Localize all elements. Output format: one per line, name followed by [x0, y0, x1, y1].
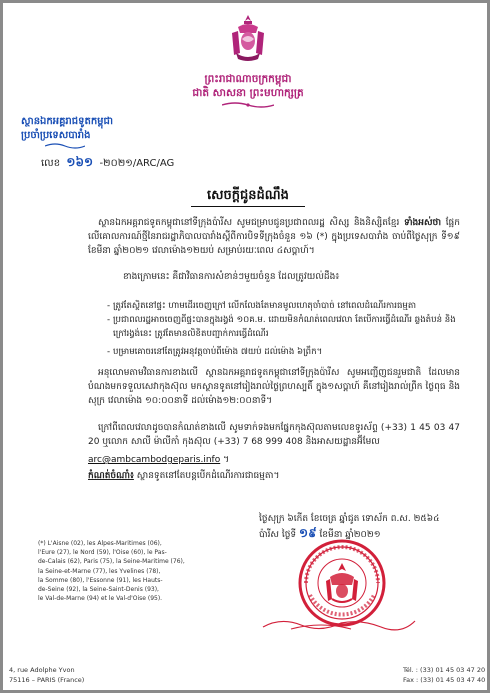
list-item: - ត្រូវតែស្ថិតនៅផ្ទះ ហាមដើរចេញក្រៅ លើកលែងតែមានមូលហេតុចាំបាច់ នៅពេលដំណើរការធម្មតា	[113, 299, 463, 313]
fax-number: Fax : (33) 01 45 03 47 40	[403, 676, 486, 684]
note	[88, 470, 279, 483]
footnote-line: la Somme (80), l'Essonne (91), les Hauts-	[38, 576, 163, 584]
embassy-country: ប្រចាំប្រទេសបារាំង	[21, 130, 91, 141]
title-underline	[191, 206, 305, 207]
embassy-name: ស្ថានឯកអគ្គរាជទូតកម្ពុជា	[21, 116, 114, 127]
footnote-line: de-Calais (62), Paris (75), la Seine-Maritime (76),	[38, 558, 185, 566]
royal-emblem-icon	[224, 13, 272, 63]
footnote-line: l'Eure (27), le Nord (59), l'Oise (60), le Pas-	[38, 549, 167, 557]
email-line	[88, 454, 229, 467]
note-text: ស្ថានទូតនៅតែបន្តបើកដំណើរការជាធម្មតា។	[133, 471, 280, 481]
footnote-line: (*) L'Aisne (02), les Alpes-Maritimes (06),	[38, 540, 162, 547]
email-suffix: ។	[220, 455, 230, 465]
national-motto: ជាតិ សាសនា ព្រះមហាក្សត្រ	[192, 87, 304, 99]
note-label: កំណត់ចំណាំ៖	[88, 471, 134, 481]
document-page	[3, 3, 487, 690]
footnote-line: la Seine-et-Marne (77), les Yvelines (78),	[38, 567, 161, 575]
reference-suffix: -២០២១/ARC/AG	[99, 158, 175, 169]
list-item: - ប្រជាពលរដ្ឋអាចចេញពីផ្ទះបានក្នុងរង្វង់ ១០គ.ម. ដោយមិនកំណត់ពេលវេលា តែបើការធ្វើដំណើរ ឆ្លងតំបន់ និងក្រៅរង្វង់នេះ ត្រូវតែមានលិខិតបញ្ជាក់ការធ្វើដំណើរ	[113, 313, 463, 341]
list-item: - បម្រាមគោចរនៅតែត្រូវអនុវត្តចាប់ពីម៉ោង ៧យប់ ដល់ម៉ោង ៦ព្រឹក។	[113, 345, 463, 359]
footnote-line: le Val-de-Marne (94) et le Val-d'Oise (95).	[38, 595, 163, 603]
footer-address	[9, 665, 84, 685]
date-day-handwritten: ១៩	[299, 526, 317, 540]
address-line: 4, rue Adolphe Yvon	[9, 666, 75, 674]
email-link[interactable]: arc@ambcambodgeparis.info	[88, 455, 221, 465]
intro-text-b: ផ្អែកលើគោលការណ៍ថ្មីនៃរាជរដ្ឋាភិបាលបារាំងស្តីពីការបិទទីក្រុងចំនួន ១៦ (*) ក្នុងប្រទេសបារាំង ចាប់ពីថ្ងៃសុក្រ ទី១៩ ខែមីនា ឆ្នាំ២០២១ វេលាម៉ោង១២យប់ សម្រាប់រយៈពេល ៤សប្តាហ៍។	[88, 218, 460, 256]
date-suffix: ខែមីនា ឆ្នាំ២០២១	[316, 530, 381, 540]
address-line: 75116 – PARIS (France)	[9, 676, 85, 684]
date-prefix: ប៉ារីស ថ្ងៃទី	[259, 530, 299, 540]
footer-contact	[403, 665, 485, 685]
intro-text-bold: ទាំងអស់ថា	[403, 218, 442, 228]
paragraph-contact: ក្រៅពីពេលវេលាដូចបានកំណត់ខាងលើ សូមទាក់ទងមកផ្នែកកុងស៊ុលតាមលេខទូរស័ព្ទ (+33) 1 45 03 47 20 ឬលោក សាលី ម៉ាលីកាំ កុងស៊ុល (+33) 7 68 999 408 និងអាសយដ្ឋានអ៊ីមែល	[88, 423, 460, 447]
embassy-ornament-icon	[45, 142, 85, 150]
phone-number: Tél. : (33) 01 45 03 47 20	[403, 666, 486, 674]
footnote-line: de-Seine (92), la Seine-Saint-Denis (93),	[38, 586, 159, 594]
intro-text-a: ស្ថានឯកអគ្គរាជទូតកម្ពុជានៅទីក្រុងប៉ារីស សូមជម្រាបជូនប្រជាពលរដ្ឋ សិស្ស និងនិស្សិតខ្មែរ	[98, 218, 400, 228]
motto-ornament-icon	[222, 101, 274, 109]
paragraph-measures-heading: ខាងក្រោមនេះ គឺជាវិធានការសំខាន់ៗមួយចំនួន ដែលត្រូវយល់ដឹង៖	[123, 272, 340, 282]
reference-prefix: លេខ	[41, 158, 61, 169]
paragraph-intro	[88, 216, 460, 258]
signature-icon	[261, 615, 417, 633]
reference-handwritten-number: ១៦១	[66, 155, 94, 169]
lunar-date: ថ្ងៃសុក្រ ៦កើត ខែចេត្រ ឆ្នាំជូត ទោស័ក ព.ស. ២៥៦៤	[259, 514, 440, 524]
reference-number	[41, 154, 174, 172]
document-title: សេចក្តីជូនដំណឹង	[207, 188, 289, 203]
kingdom-title: ព្រះរាជាណាចក្រកម្ពុជា	[204, 73, 292, 85]
paragraph-consular-hours: អនុលោមតាមវិធានការខាងលើ ស្ថានឯកអគ្គរាជទូតកម្ពុជានៅទីក្រុងប៉ារីស សូមអញ្ជើញជនរួមជាតិ ដែលមានបំណងមកទទួលសេវាកុងស៊ុល មកស្ថានទូតនៅរៀងរាល់ថ្ងៃព្រហស្បតិ៍ ក្នុង១សប្តាហ៍ គឺនៅរៀងរាល់ព្រឹក ថ្ងៃពុធ និងសុក្រ វេលាម៉ោង ១០:០០នាទី ដល់ម៉ោង១២:០០នាទី។	[88, 368, 460, 406]
departments-footnote	[38, 539, 188, 603]
